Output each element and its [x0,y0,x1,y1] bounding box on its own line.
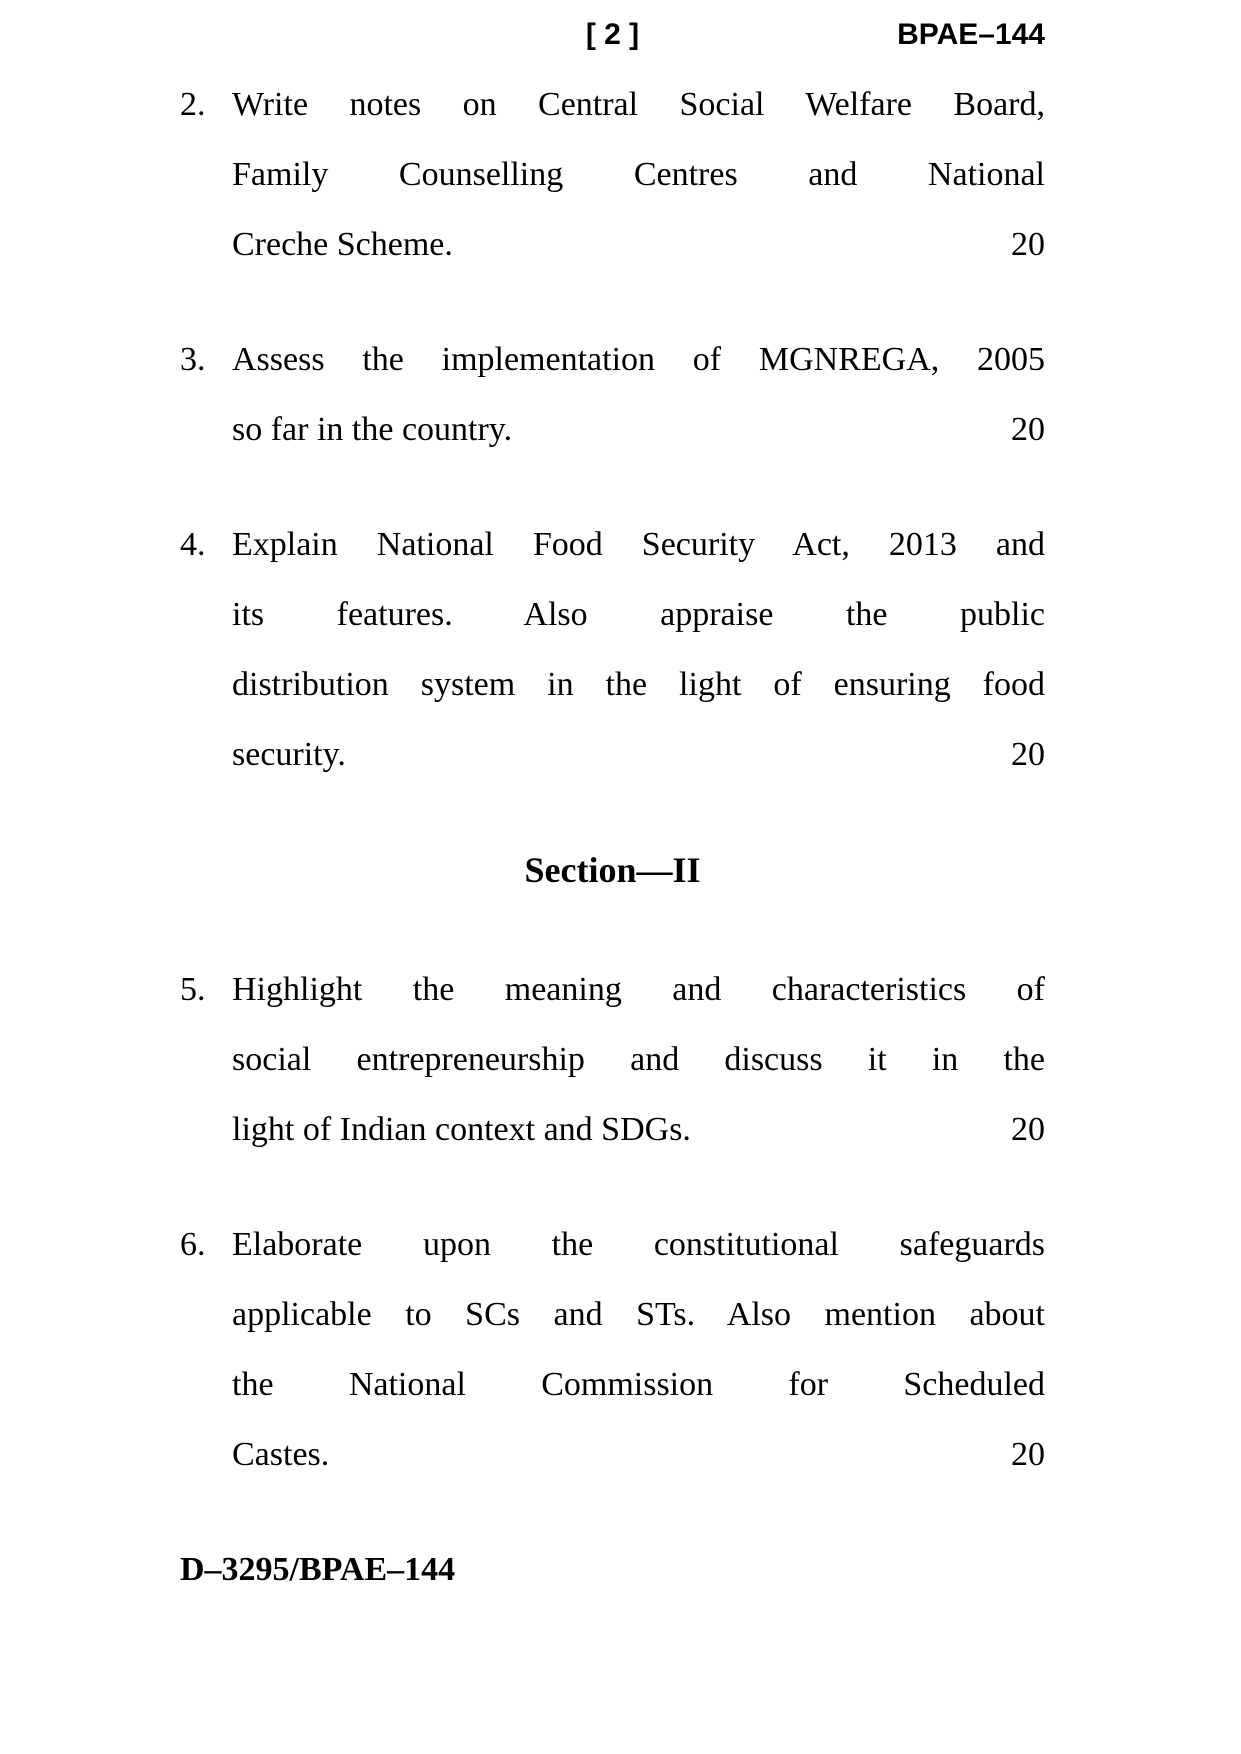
question-last-line [232,395,1045,465]
section-heading: Section—II [524,850,701,890]
question-number: 2. [180,86,206,123]
question-line: security. [232,736,346,773]
question-line: the National Commission for Scheduled [232,1366,1045,1403]
question-last-line [232,1420,1045,1490]
question-2 [180,70,1045,280]
marks-value: 20 [1011,736,1045,773]
question-number: 6. [180,1226,206,1263]
marks-value: 20 [1011,1436,1045,1473]
question-3 [180,325,1045,465]
question-line: social entrepreneurship and discuss it in the [232,1041,1045,1078]
question-last-line [232,210,1045,280]
question-line: Assess the implementation of MGNREGA, 2005 [232,341,1045,378]
question-line: Explain National Food Security Act, 2013 and [232,526,1045,563]
marks-value: 20 [1011,1111,1045,1148]
question-last-line [232,720,1045,790]
question-line: Family Counselling Centres and National [232,156,1045,193]
question-line: its features. Also appraise the public [232,596,1045,633]
question-line: Castes. [232,1436,330,1473]
marks-value: 20 [1011,226,1045,263]
question-line: Elaborate upon the constitutional safeguards [232,1226,1045,1263]
question-number: 3. [180,341,206,378]
question-number: 5. [180,971,206,1008]
page-header [180,0,1045,70]
course-code: BPAE–144 [897,18,1045,51]
question-line: Creche Scheme. [232,226,453,263]
question-5 [180,955,1045,1165]
question-line: distribution system in the light of ensuring food [232,666,1045,703]
question-line: so far in the country. [232,411,513,448]
paper-code-footer: D–3295/BPAE–144 [180,1551,456,1588]
question-line: Highlight the meaning and characteristics of [232,971,1045,1008]
question-line: applicable to SCs and STs. Also mention about [232,1296,1045,1333]
question-last-line [232,1095,1045,1165]
question-line: light of Indian context and SDGs. [232,1111,691,1148]
question-line: Write notes on Central Social Welfare Board, [232,86,1045,123]
question-4 [180,510,1045,790]
question-number: 4. [180,526,206,563]
page-number: [ 2 ] [585,18,640,51]
page-content [180,0,1045,1605]
marks-value: 20 [1011,411,1045,448]
question-6 [180,1210,1045,1490]
